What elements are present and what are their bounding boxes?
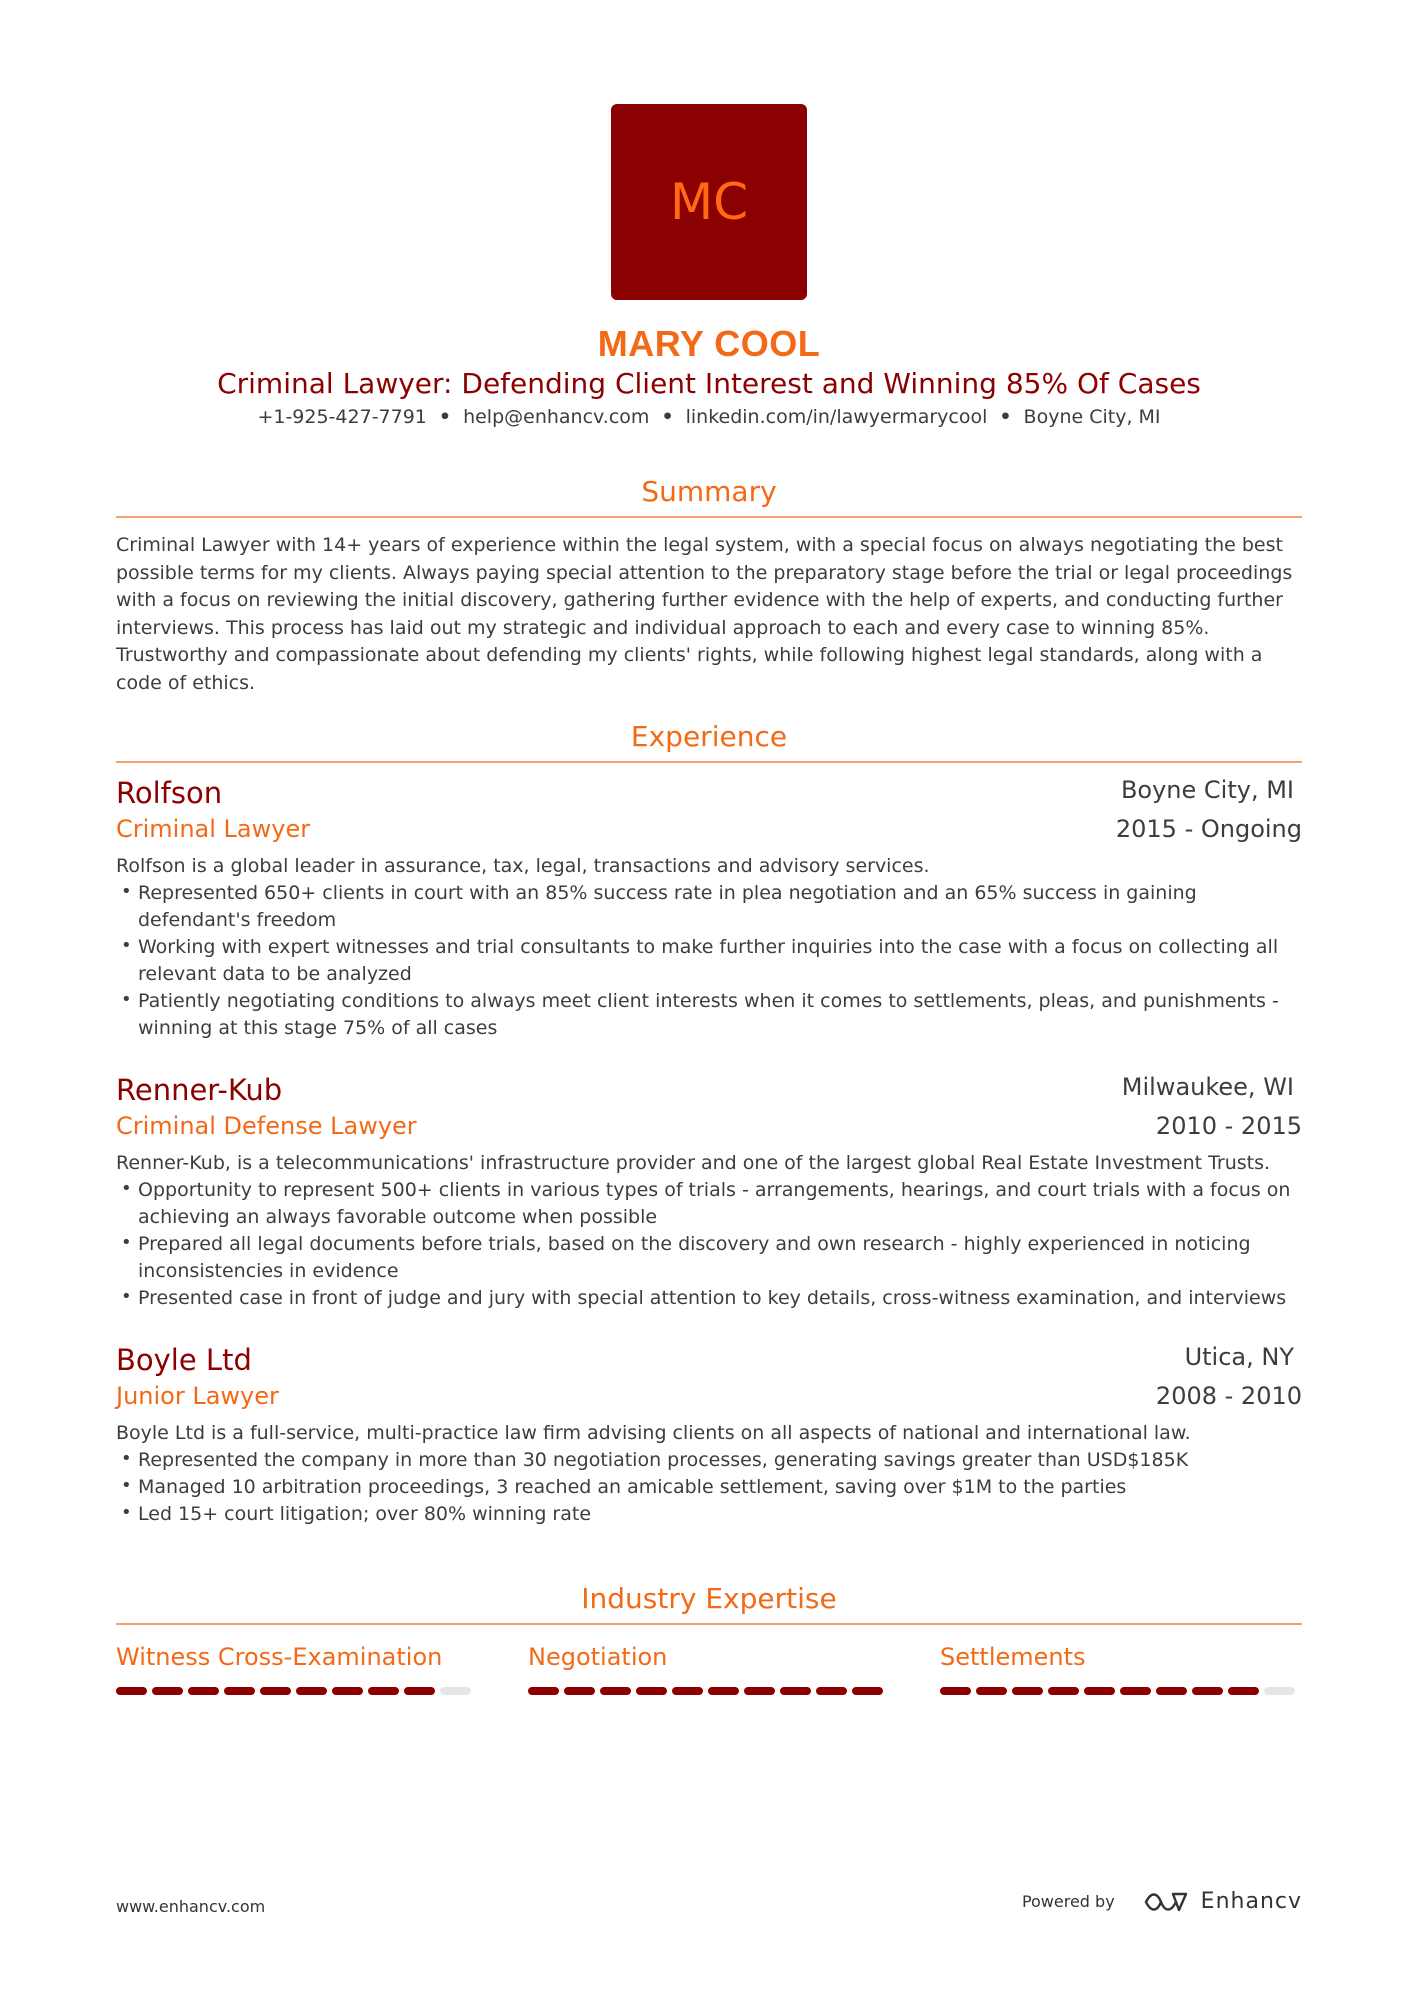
skill-segment-filled bbox=[404, 1687, 435, 1695]
job-bullets bbox=[116, 1177, 1302, 1312]
footer-website[interactable]: www.enhancv.com bbox=[116, 1897, 266, 1916]
job-dates: 2008 - 2010 bbox=[1155, 1382, 1302, 1410]
job-bullet: • Presented case in front of judge and jury with special attention to key details, cross-witness examination, and interviews bbox=[116, 1285, 1302, 1312]
skill-label: Negotiation bbox=[528, 1643, 668, 1671]
candidate-name: MARY COOL bbox=[597, 323, 821, 364]
job-role: Criminal Defense Lawyer bbox=[116, 1112, 417, 1140]
skill-level-bar bbox=[116, 1687, 476, 1695]
skill-segment-filled bbox=[152, 1687, 183, 1695]
job-bullets bbox=[116, 880, 1302, 1042]
job-location: Milwaukee, WI bbox=[1121, 1073, 1294, 1101]
skill-segment-filled bbox=[672, 1687, 703, 1695]
skill-segment-filled bbox=[780, 1687, 811, 1695]
skill-segment-filled bbox=[636, 1687, 667, 1695]
skill-segment-filled bbox=[564, 1687, 595, 1695]
job-location: Boyne City, MI bbox=[1120, 776, 1294, 804]
skill-segment-filled bbox=[296, 1687, 327, 1695]
skill-witness-cross-examination bbox=[116, 1643, 476, 1671]
skill-segment-filled bbox=[1120, 1687, 1151, 1695]
contact-separator: • bbox=[661, 406, 674, 428]
avatar bbox=[611, 104, 807, 300]
job-description: Renner-Kub, is a telecommunications' infrastructure provider and one of the largest global Real Estate Investment Trusts. bbox=[116, 1152, 1271, 1174]
job-dates: 2015 - Ongoing bbox=[1115, 815, 1302, 843]
skill-segment-filled bbox=[116, 1687, 147, 1695]
job-company: Boyle Ltd bbox=[116, 1343, 252, 1377]
skill-segment-filled bbox=[1012, 1687, 1043, 1695]
skill-segment-filled bbox=[1084, 1687, 1115, 1695]
job-bullet: • Managed 10 arbitration proceedings, 3 reached an amicable settlement, saving over $1M to the parties bbox=[116, 1474, 1302, 1501]
skill-segment-empty bbox=[1264, 1687, 1295, 1695]
job-bullet: • Represented 650+ clients in court with an 85% success rate in plea negotiation and an 65% success in gaining defendant's freedom bbox=[116, 880, 1302, 934]
summary-heading: Summary bbox=[641, 475, 777, 508]
job-company: Rolfson bbox=[116, 776, 223, 810]
job-bullet: • Patiently negotiating conditions to always meet client interests when it comes to settlements, pleas, and punishments - winning at this stage 75% of all cases bbox=[116, 988, 1302, 1042]
job-description: Boyle Ltd is a full-service, multi-practice law firm advising clients on all aspects of national and international law. bbox=[116, 1422, 1191, 1444]
resume-page bbox=[116, 0, 1302, 1995]
skill-segment-filled bbox=[816, 1687, 847, 1695]
skill-segment-filled bbox=[940, 1687, 971, 1695]
job-bullet: • Led 15+ court litigation; over 80% winning rate bbox=[116, 1501, 1302, 1528]
contact-email[interactable]: help@enhancv.com bbox=[463, 406, 650, 428]
contact-location: Boyne City, MI bbox=[1023, 406, 1161, 428]
skill-segment-filled bbox=[188, 1687, 219, 1695]
job-bullet: • Opportunity to represent 500+ clients in various types of trials - arrangements, hearings, and court trials with a focus on achieving an always favorable outcome when possible bbox=[116, 1177, 1302, 1231]
job-bullets bbox=[116, 1447, 1302, 1528]
job-role: Criminal Lawyer bbox=[116, 815, 311, 843]
skill-segment-filled bbox=[708, 1687, 739, 1695]
summary-divider bbox=[116, 516, 1302, 518]
skill-settlements bbox=[940, 1643, 1300, 1671]
skill-segment-filled bbox=[744, 1687, 775, 1695]
contact-phone: +1-925-427-7791 bbox=[257, 406, 427, 428]
skill-segment-filled bbox=[260, 1687, 291, 1695]
contact-separator: • bbox=[438, 406, 452, 428]
job-description: Rolfson is a global leader in assurance, tax, legal, transactions and advisory services. bbox=[116, 855, 930, 877]
job-company: Renner-Kub bbox=[116, 1073, 283, 1107]
job-bullet: • Prepared all legal documents before trials, based on the discovery and own research - highly experienced in noticing inconsistencies in evidence bbox=[116, 1231, 1302, 1285]
contact-linkedin[interactable]: linkedin.com/in/lawyermarycool bbox=[685, 406, 988, 428]
skill-segment-filled bbox=[1048, 1687, 1079, 1695]
headline: Criminal Lawyer: Defending Client Interest and Winning 85% Of Cases bbox=[217, 367, 1201, 400]
footer-branding bbox=[1022, 1889, 1302, 1914]
job-bullet: • Working with expert witnesses and trial consultants to make further inquiries into the case with a focus on collecting all relevant data to be analyzed bbox=[116, 934, 1302, 988]
skill-segment-filled bbox=[1228, 1687, 1259, 1695]
job-dates: 2010 - 2015 bbox=[1155, 1112, 1302, 1140]
contact-bar bbox=[116, 406, 1302, 428]
skill-segment-filled bbox=[600, 1687, 631, 1695]
skill-segment-filled bbox=[1156, 1687, 1187, 1695]
expertise-divider bbox=[116, 1623, 1302, 1625]
skill-segment-filled bbox=[332, 1687, 363, 1695]
skill-segment-filled bbox=[224, 1687, 255, 1695]
skill-segment-filled bbox=[1192, 1687, 1223, 1695]
enhancv-brand: Enhancv bbox=[1200, 1889, 1302, 1914]
skill-level-bar bbox=[528, 1687, 888, 1695]
skill-segment-filled bbox=[852, 1687, 883, 1695]
skill-segment-filled bbox=[976, 1687, 1007, 1695]
skill-label: Settlements bbox=[940, 1643, 1086, 1671]
powered-by-label: Powered by bbox=[1021, 1892, 1115, 1911]
skill-segment-filled bbox=[368, 1687, 399, 1695]
summary-text: Criminal Lawyer with 14+ years of experience within the legal system, with a special focus on always negotiating the best possible terms for my clients. Always paying special attention to the preparatory stage before the trial or legal proceedings with a focus on reviewing the initial discovery, gathering further evidence with the help of experts, and conducting further interviews. This process has laid out my strategic and individual approach to each and every case to winning 85%. Trustworthy and compassionate about defending my clients' rights, while following highest legal standards, along with a code of ethics. bbox=[116, 534, 1293, 694]
avatar-initials: MC bbox=[669, 173, 749, 231]
experience-divider bbox=[116, 761, 1302, 763]
enhancv-logo-icon bbox=[1143, 1890, 1189, 1914]
skill-label: Witness Cross-Examination bbox=[116, 1643, 443, 1671]
job-bullet: • Represented the company in more than 30 negotiation processes, generating savings greater than USD$185K bbox=[116, 1447, 1302, 1474]
skill-negotiation bbox=[528, 1643, 888, 1671]
expertise-heading: Industry Expertise bbox=[581, 1582, 837, 1615]
experience-heading: Experience bbox=[630, 720, 788, 753]
skill-level-bar bbox=[940, 1687, 1300, 1695]
skill-segment-filled bbox=[528, 1687, 559, 1695]
contact-separator: • bbox=[999, 406, 1012, 428]
skill-segment-empty bbox=[440, 1687, 471, 1695]
job-role: Junior Lawyer bbox=[116, 1382, 279, 1410]
job-location: Utica, NY bbox=[1184, 1343, 1294, 1371]
